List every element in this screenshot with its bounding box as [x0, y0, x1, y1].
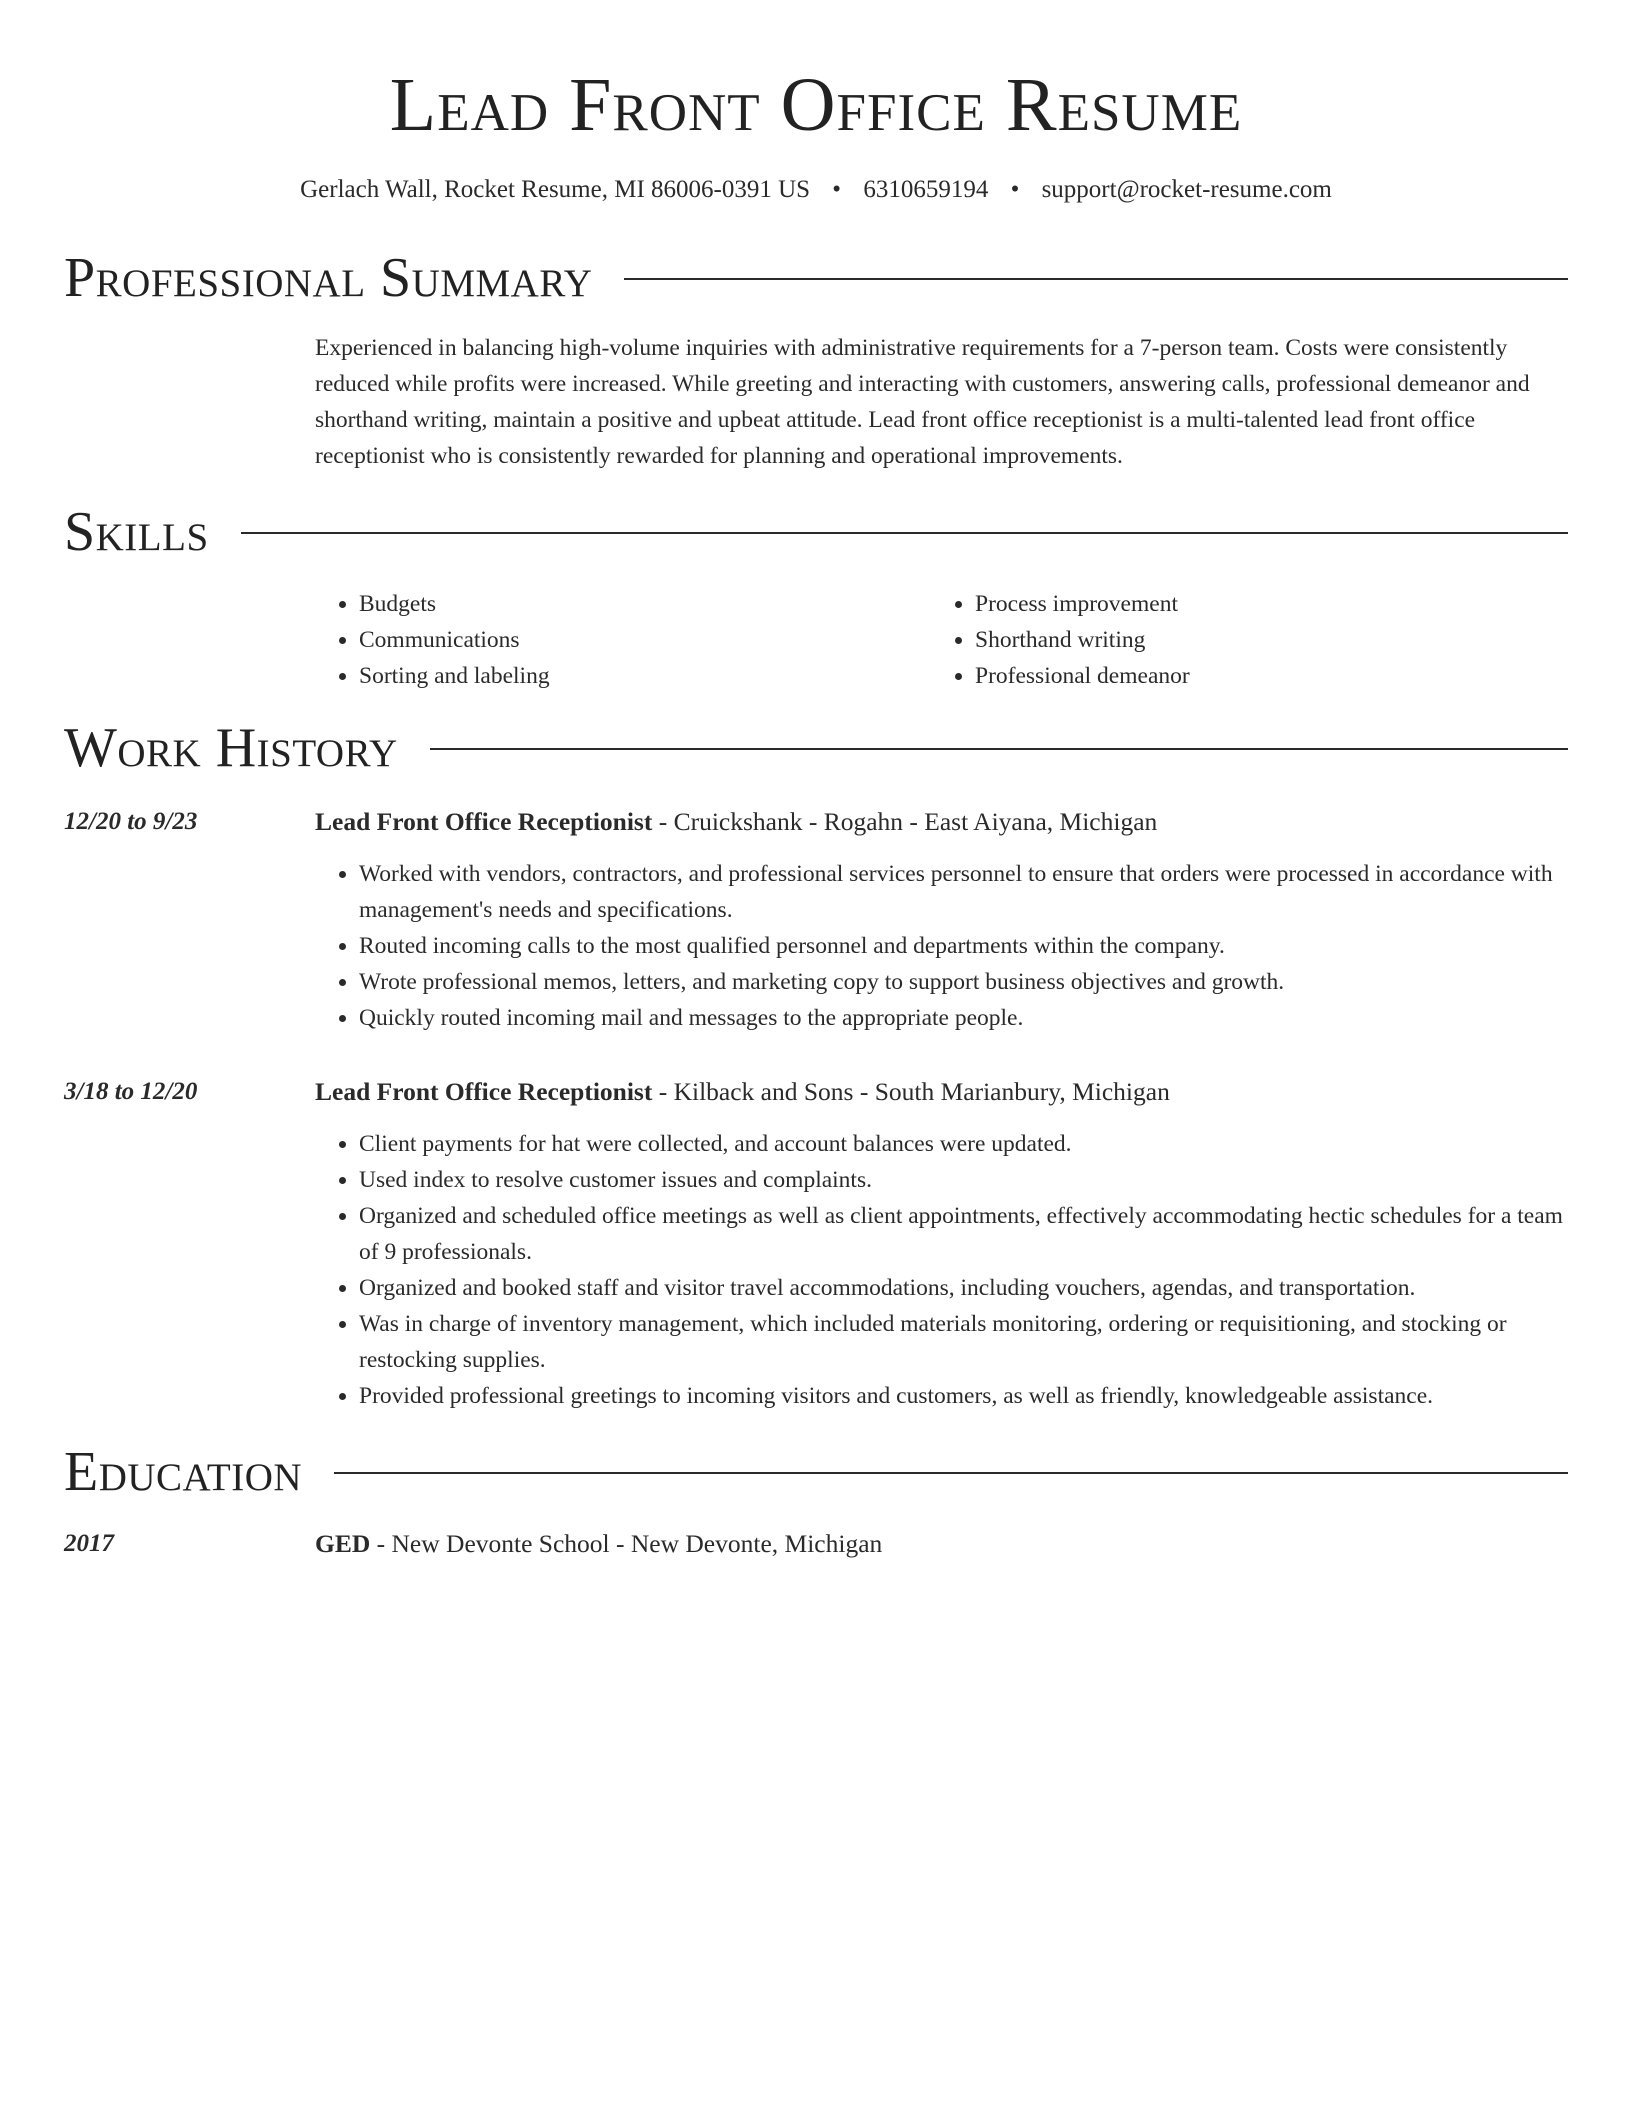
section-divider: [430, 748, 1568, 750]
job-employer: - Cruickshank - Rogahn - East Aiyana, Michigan: [652, 807, 1158, 836]
job-dates: 12/20 to 9/23: [64, 808, 198, 835]
job-bullet: • Quickly routed incoming mail and messages to the appropriate people.: [359, 1000, 1568, 1036]
skills-column-right: [931, 586, 1547, 694]
skill-item: • Shorthand writing: [975, 622, 1547, 658]
job-bullet: • Worked with vendors, contractors, and professional services personnel to ensure that orders were processed in accordance with management's needs and specifications.: [359, 856, 1568, 928]
education-body: [315, 1526, 1568, 1562]
section-divider: [334, 1472, 1568, 1474]
job-bullets: [315, 856, 1568, 1036]
job-headline: [315, 1074, 1568, 1110]
job-title: Lead Front Office Receptionist: [315, 1077, 653, 1106]
section-divider: [241, 532, 1568, 534]
resume-title: Lead Front Office Resume: [389, 63, 1243, 147]
contact-address: Gerlach Wall, Rocket Resume, MI 86006-0391 US: [300, 176, 811, 203]
summary-heading: Professional Summary: [64, 247, 593, 309]
contact-separator: •: [1010, 176, 1020, 203]
education-headline: [315, 1526, 1568, 1562]
skill-item: • Professional demeanor: [975, 658, 1547, 694]
education-section-header: [64, 1440, 1568, 1504]
job-body: [315, 1074, 1568, 1414]
education-school: - New Devonte School - New Devonte, Michigan: [370, 1529, 883, 1558]
education-year: 2017: [64, 1530, 114, 1557]
resume-page: [64, 0, 1568, 1562]
section-divider: [624, 278, 1568, 280]
job-entry: [64, 1074, 1568, 1414]
skills-column-left: [315, 586, 931, 694]
skill-item: • Sorting and labeling: [359, 658, 931, 694]
education-heading: Education: [64, 1441, 303, 1503]
job-bullet: • Organized and scheduled office meetings as well as client appointments, effectively accommodating hectic schedules for a team of 9 professionals.: [359, 1198, 1568, 1270]
skill-item: • Process improvement: [975, 586, 1547, 622]
job-bullet: • Provided professional greetings to incoming visitors and customers, as well as friendly, knowledgeable assistance.: [359, 1378, 1568, 1414]
job-bullet: • Was in charge of inventory management, which included materials monitoring, ordering or requisitioning, and stocking or restocking supplies.: [359, 1306, 1568, 1378]
job-bullet: • Organized and booked staff and visitor travel accommodations, including vouchers, agendas, and transportation.: [359, 1270, 1568, 1306]
education-entry: [64, 1526, 1568, 1562]
job-bullet: • Used index to resolve customer issues and complaints.: [359, 1162, 1568, 1198]
job-body: [315, 804, 1568, 1036]
summary-section-header: [64, 246, 1568, 310]
skills-list: [315, 586, 1568, 694]
contact-separator: •: [832, 176, 842, 203]
work-section-header: [64, 716, 1568, 780]
job-bullets: [315, 1126, 1568, 1414]
contact-email: support@rocket-resume.com: [1041, 176, 1332, 203]
skills-heading: Skills: [64, 501, 209, 563]
job-title: Lead Front Office Receptionist: [315, 807, 653, 836]
contact-line: [64, 174, 1568, 206]
job-bullet: • Wrote professional memos, letters, and marketing copy to support business objectives and growth.: [359, 964, 1568, 1000]
skill-item: • Communications: [359, 622, 931, 658]
education-degree: GED: [315, 1529, 371, 1558]
summary-text: Experienced in balancing high-volume inquiries with administrative requirements for a 7-person team. Costs were consistently reduced while profits were increased. While greeting and interacting with customers, answering calls, professional demeanor and shorthand writing, maintain a positive and upbeat attitude. Lead front office receptionist is a multi-talented lead front office receptionist who is consistently rewarded for planning and operational improvements.: [315, 335, 1530, 469]
job-dates: 3/18 to 12/20: [64, 1078, 198, 1105]
job-bullet: • Client payments for hat were collected, and account balances were updated.: [359, 1126, 1568, 1162]
skill-item: • Budgets: [359, 586, 931, 622]
job-bullet: • Routed incoming calls to the most qualified personnel and departments within the company.: [359, 928, 1568, 964]
work-heading: Work History: [64, 717, 398, 779]
contact-phone: 6310659194: [863, 176, 989, 203]
job-headline: [315, 804, 1568, 840]
job-employer: - Kilback and Sons - South Marianbury, Michigan: [652, 1077, 1170, 1106]
skills-section-header: [64, 500, 1568, 564]
job-entry: [64, 804, 1568, 1036]
